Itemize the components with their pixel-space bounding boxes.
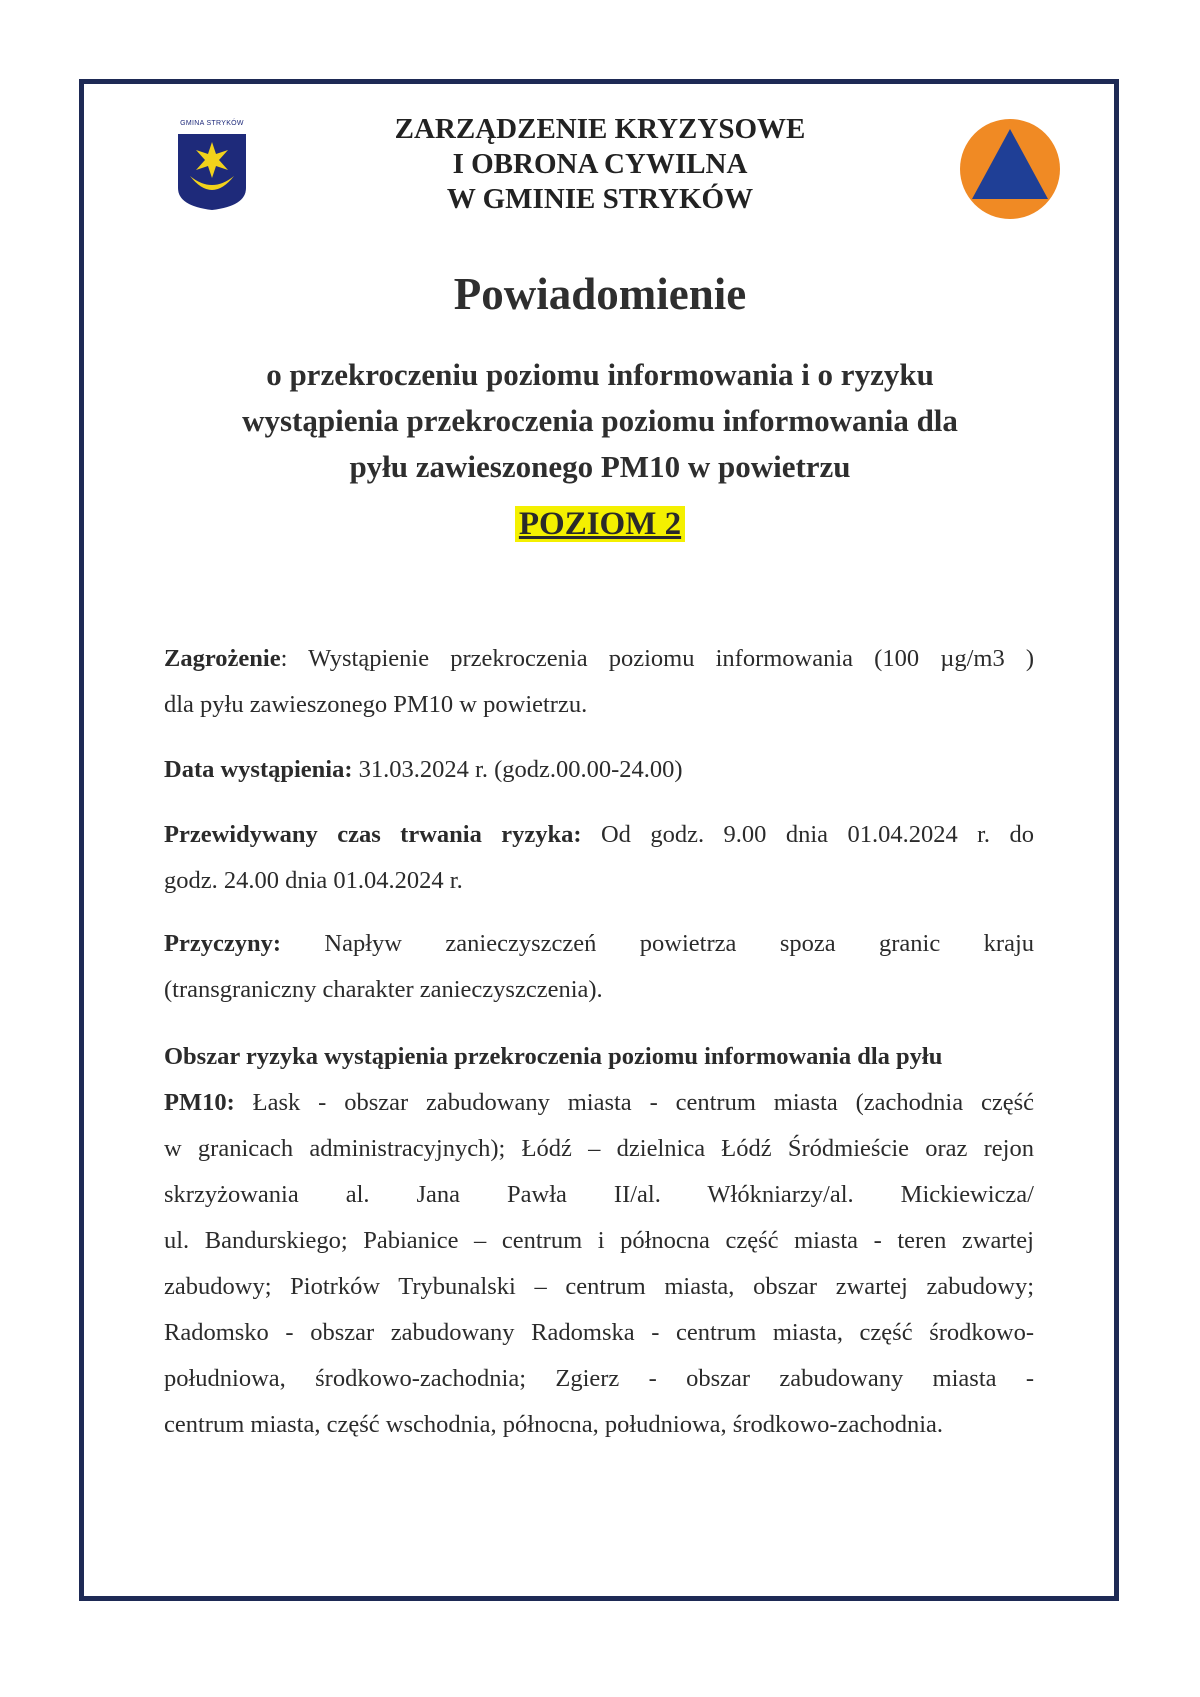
przyczyny-label: Przyczyny:: [164, 930, 281, 957]
section-data: [164, 747, 1034, 793]
czas-text-1: Od godz. 9.00 dnia 01.04.2024 r. do: [581, 821, 1034, 848]
zagrozenie-text-1: : Wystąpienie przekroczenia poziomu informowania (100 µg/m3 ): [280, 645, 1034, 672]
header-line-3: W GMINIE STRYKÓW: [446, 183, 754, 215]
header-line-1: ZARZĄDZENIE KRYZYSOWE: [394, 113, 806, 145]
subtitle-line-1: o przekroczeniu poziomu informowania i o ryzyku: [266, 357, 934, 392]
obszar-line-8: południowa, środkowo-zachodnia; Zgierz - obszar zabudowany miasta -: [164, 1365, 1034, 1392]
section-zagrozenie: [164, 636, 1034, 728]
czas-text-2: godz. 24.00 dnia 01.04.2024 r.: [164, 867, 463, 894]
zagrozenie-line-1: [164, 636, 1034, 682]
zagrozenie-text-2: dla pyłu zawieszonego PM10 w powietrzu.: [164, 691, 588, 718]
gmina-strykow-crest: [172, 120, 252, 220]
document-subtitle: [160, 352, 1040, 490]
header-title: [330, 112, 870, 217]
section-przyczyny: [164, 921, 1034, 1013]
crest-label: GMINA STRYKÓW: [180, 120, 244, 127]
obszar-line-4: skrzyżowania al. Jana Pawła II/al. Włókniarzy/al. Mickiewicza/: [164, 1181, 1034, 1208]
obszar-line-3: w granicach administracyjnych); Łódź – dzielnica Łódź Śródmieście oraz rejon: [164, 1135, 1034, 1162]
obszar-label-1: Obszar ryzyka wystąpienia przekroczenia poziomu informowania dla pyłu: [164, 1043, 943, 1070]
alert-level-badge: POZIOM 2: [515, 506, 685, 542]
data-value: 31.03.2024 r. (godz.00.00-24.00): [352, 756, 683, 783]
przyczyny-text-2: (transgraniczny charakter zanieczyszczenia).: [164, 976, 603, 1003]
obszar-line-5: ul. Bandurskiego; Pabianice – centrum i północna część miasta - teren zwartej: [164, 1227, 1034, 1254]
section-obszar: [164, 1034, 1034, 1448]
obszar-label-2: PM10:: [164, 1089, 235, 1116]
obszar-text-2: Łask - obszar zabudowany miasta - centrum miasta (zachodnia część: [234, 1089, 1034, 1116]
przyczyny-line-1: [164, 921, 1034, 967]
document-title: Powiadomienie: [453, 269, 747, 319]
civil-defense-icon: [958, 117, 1062, 221]
zagrozenie-label: Zagrożenie: [164, 645, 281, 672]
alert-level: [0, 506, 1200, 543]
czas-line-1: [164, 812, 1034, 858]
subtitle-line-2: wystąpienia przekroczenia poziomu informowania dla: [242, 403, 958, 438]
przyczyny-text-1: Napływ zanieczyszczeń powietrza spoza granic kraju: [281, 930, 1034, 957]
obszar-line-6: zabudowy; Piotrków Trybunalski – centrum miasta, obszar zwartej zabudowy;: [164, 1273, 1034, 1300]
obszar-line-9: centrum miasta, część wschodnia, północna, południowa, środkowo-zachodnia.: [164, 1411, 943, 1438]
crest-shield-icon: [176, 132, 248, 212]
section-czas: [164, 812, 1034, 904]
obszar-line-7: Radomsko - obszar zabudowany Radomska - centrum miasta, część środkowo-: [164, 1319, 1034, 1346]
czas-label: Przewidywany czas trwania ryzyka:: [164, 821, 582, 848]
subtitle-line-3: pyłu zawieszonego PM10 w powietrzu: [349, 449, 851, 484]
header-line-2: I OBRONA CYWILNA: [452, 148, 748, 180]
obszar-line-1: [164, 1034, 1034, 1080]
data-line: [164, 747, 1034, 793]
obszar-line-2: [164, 1080, 1034, 1126]
data-label: Data wystąpienia:: [164, 756, 353, 783]
